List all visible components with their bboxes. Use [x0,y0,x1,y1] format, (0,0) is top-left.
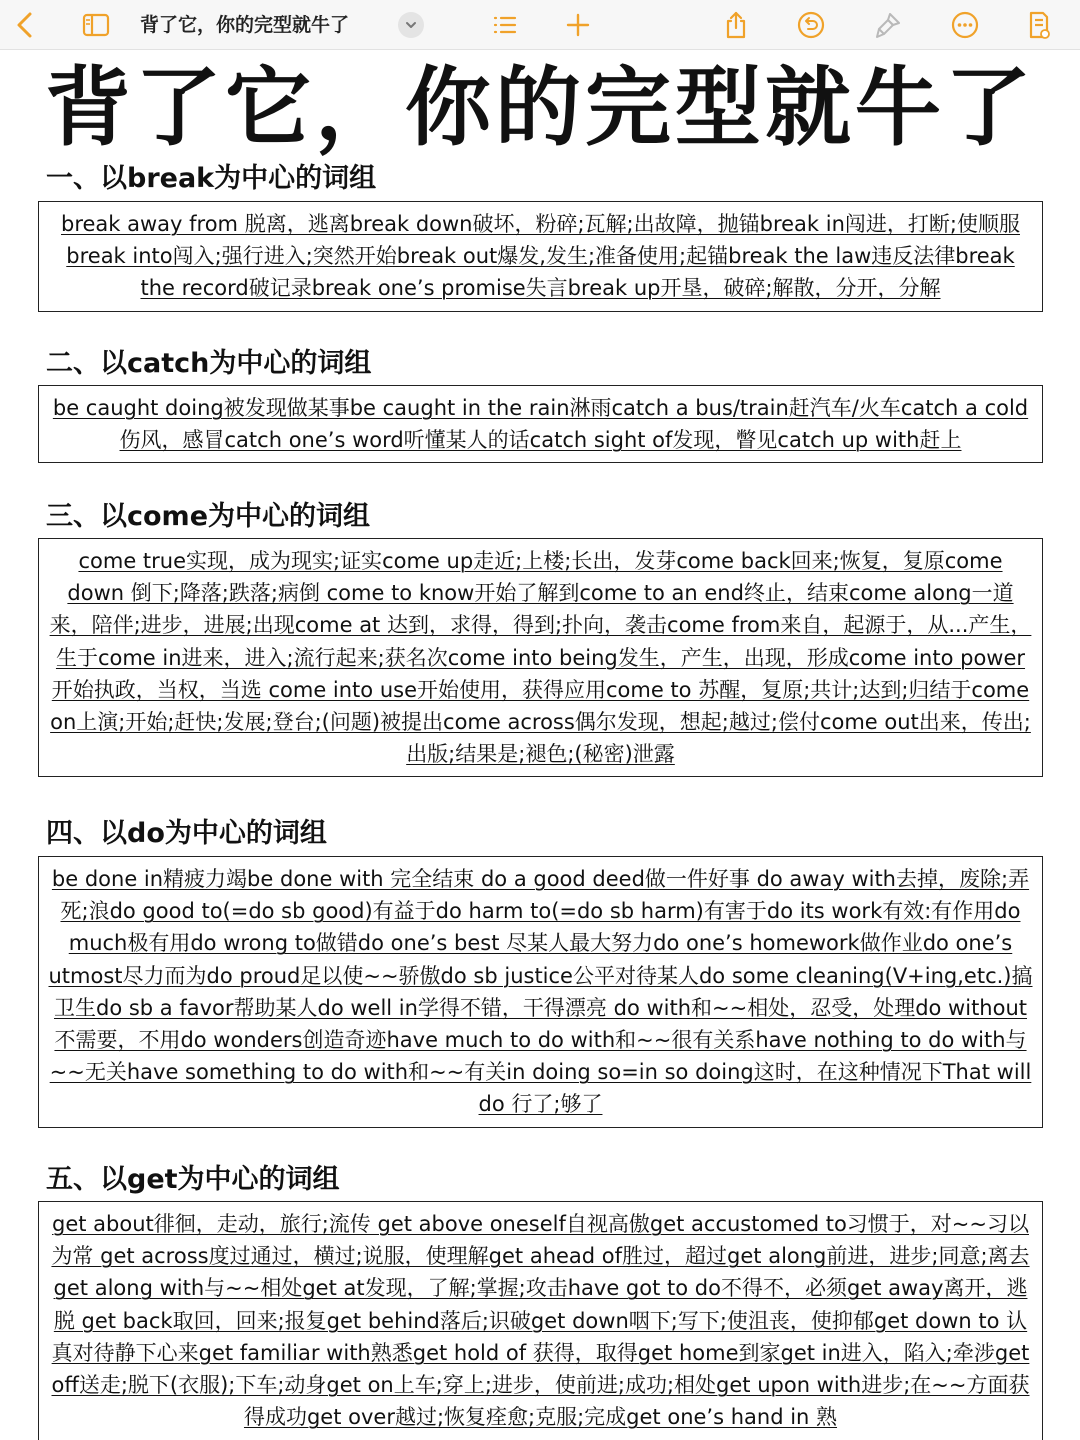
brush-icon[interactable] [866,3,910,47]
section-text-come: come true实现，成为现实;证实come up走近;上楼;长出，发芽come back回来;恢复，复原come down 倒下;降落;跌落;病倒 come to know开始了解到come to an end终止，结束come along一道来，陪伴;进步，进展;出现come at 达到，求得，得到;扑向，袭击come from来自，起源于，从...产生，生于come in进来，进入;流行起来;获名次come into being发生，产生，出现，形成come into power开始执政，当权，当选 come into use开始使用，获得应用come to 苏醒，复原;共计;达到;归结于come on上演;开始;赶快;发展;登台;(问题)被提出come across偶尔发现，想起;越过;偿付come out出来，传出;出版;结果是;褪色;(秘密)泄露 [49,549,1032,767]
section-box-break [38,201,1043,312]
section-heading-get: 五、以get为中心的词组 [46,1164,340,1195]
back-chevron-icon[interactable] [4,3,48,47]
sidebar-icon[interactable] [74,3,118,47]
notes-icon[interactable] [1016,3,1060,47]
chevron-down-icon[interactable] [398,12,424,38]
toolbar [0,0,1080,50]
section-heading-come: 三、以come为中心的词组 [46,501,370,532]
section-text-break: break away from 脱离，逃离break down破坏，粉碎;瓦解;出故障，抛锚break in闯进，打断;使顺服break into闯入;强行进入;突然开始break out爆发,发生;准备使用;起锚break the law违反法律break the record破记录break one’s promise失言break up开垦，破碎;解散，分开，分解 [61,212,1020,301]
section-text-get: get about徘徊，走动，旅行;流传 get above oneself自视高傲get accustomed to习惯于，对~~习以为常 get across度过通过，横过;说服，使理解get ahead of胜过，超过get along前进，进步;同意;离去get along with与~~相处get at发现，了解;掌握;攻击have got to do不得不，必须get away离开，逃脱 get back取回，回来;报复get behind落后;识破get down咽下;写下;使沮丧，使抑郁get down to 认真对待静下心来get familiar with熟悉get hold of 获得，取得get home到家get in进入，陷入;牵涉get off送走;脱下(衣服);下车;动身get on上车;穿上;进步，使前进;成功;相处get upon with进步;在~~方面获得成功get over越过;恢复痊愈;克服;完成get one’s hand in 熟 [51,1212,1030,1430]
section-box-come [38,538,1043,777]
section-text-do: be done in精疲力竭be done with 完全结束 do a good deed做一件好事 do away with去掉，废除;弄死;浪do good to(=do sb good)有益于do harm to(=do sb harm)有害于do its work有效:有作用do much极有用do wrong to做错do one’s best 尽某人最大努力do one’s homework做作业do one’s utmost尽力而为do proud足以使~~骄傲do sb justice公平对待某人do some cleaning(V+ing,etc.)搞卫生do sb a favor帮助某人do well in学得不错，干得漂亮 do with和~~相处，忍受，处理do without不需要，不用do wonders创造奇迹have much to do with和~~很有关系have nothing to do with与~~无关have something to do with和~~有关in doing so=in so doing这时，在这种情况下That will do 行了;够了 [48,867,1033,1117]
section-heading-do: 四、以do为中心的词组 [46,818,327,849]
document-content[interactable] [0,50,1080,1440]
section-heading-break: 一、以break为中心的词组 [46,163,377,194]
undo-icon[interactable] [789,3,833,47]
section-box-get [38,1201,1043,1440]
plus-icon[interactable] [556,3,600,47]
more-icon[interactable] [943,3,987,47]
share-icon[interactable] [714,3,758,47]
document-title[interactable]: 背了它，你的完型就牛了 [140,14,350,36]
page-title: 背了它，你的完型就牛了 [45,58,1035,158]
section-heading-catch: 二、以catch为中心的词组 [46,348,372,379]
section-text-catch: be caught doing被发现做某事be caught in the rain淋雨catch a bus/train赶汽车/火车catch a cold 伤风，感冒catch one’s word听懂某人的话catch sight of发现，瞥见catch up with赶上 [52,396,1029,453]
section-box-catch [38,385,1043,463]
list-icon[interactable] [483,3,527,47]
section-box-do [38,856,1043,1128]
